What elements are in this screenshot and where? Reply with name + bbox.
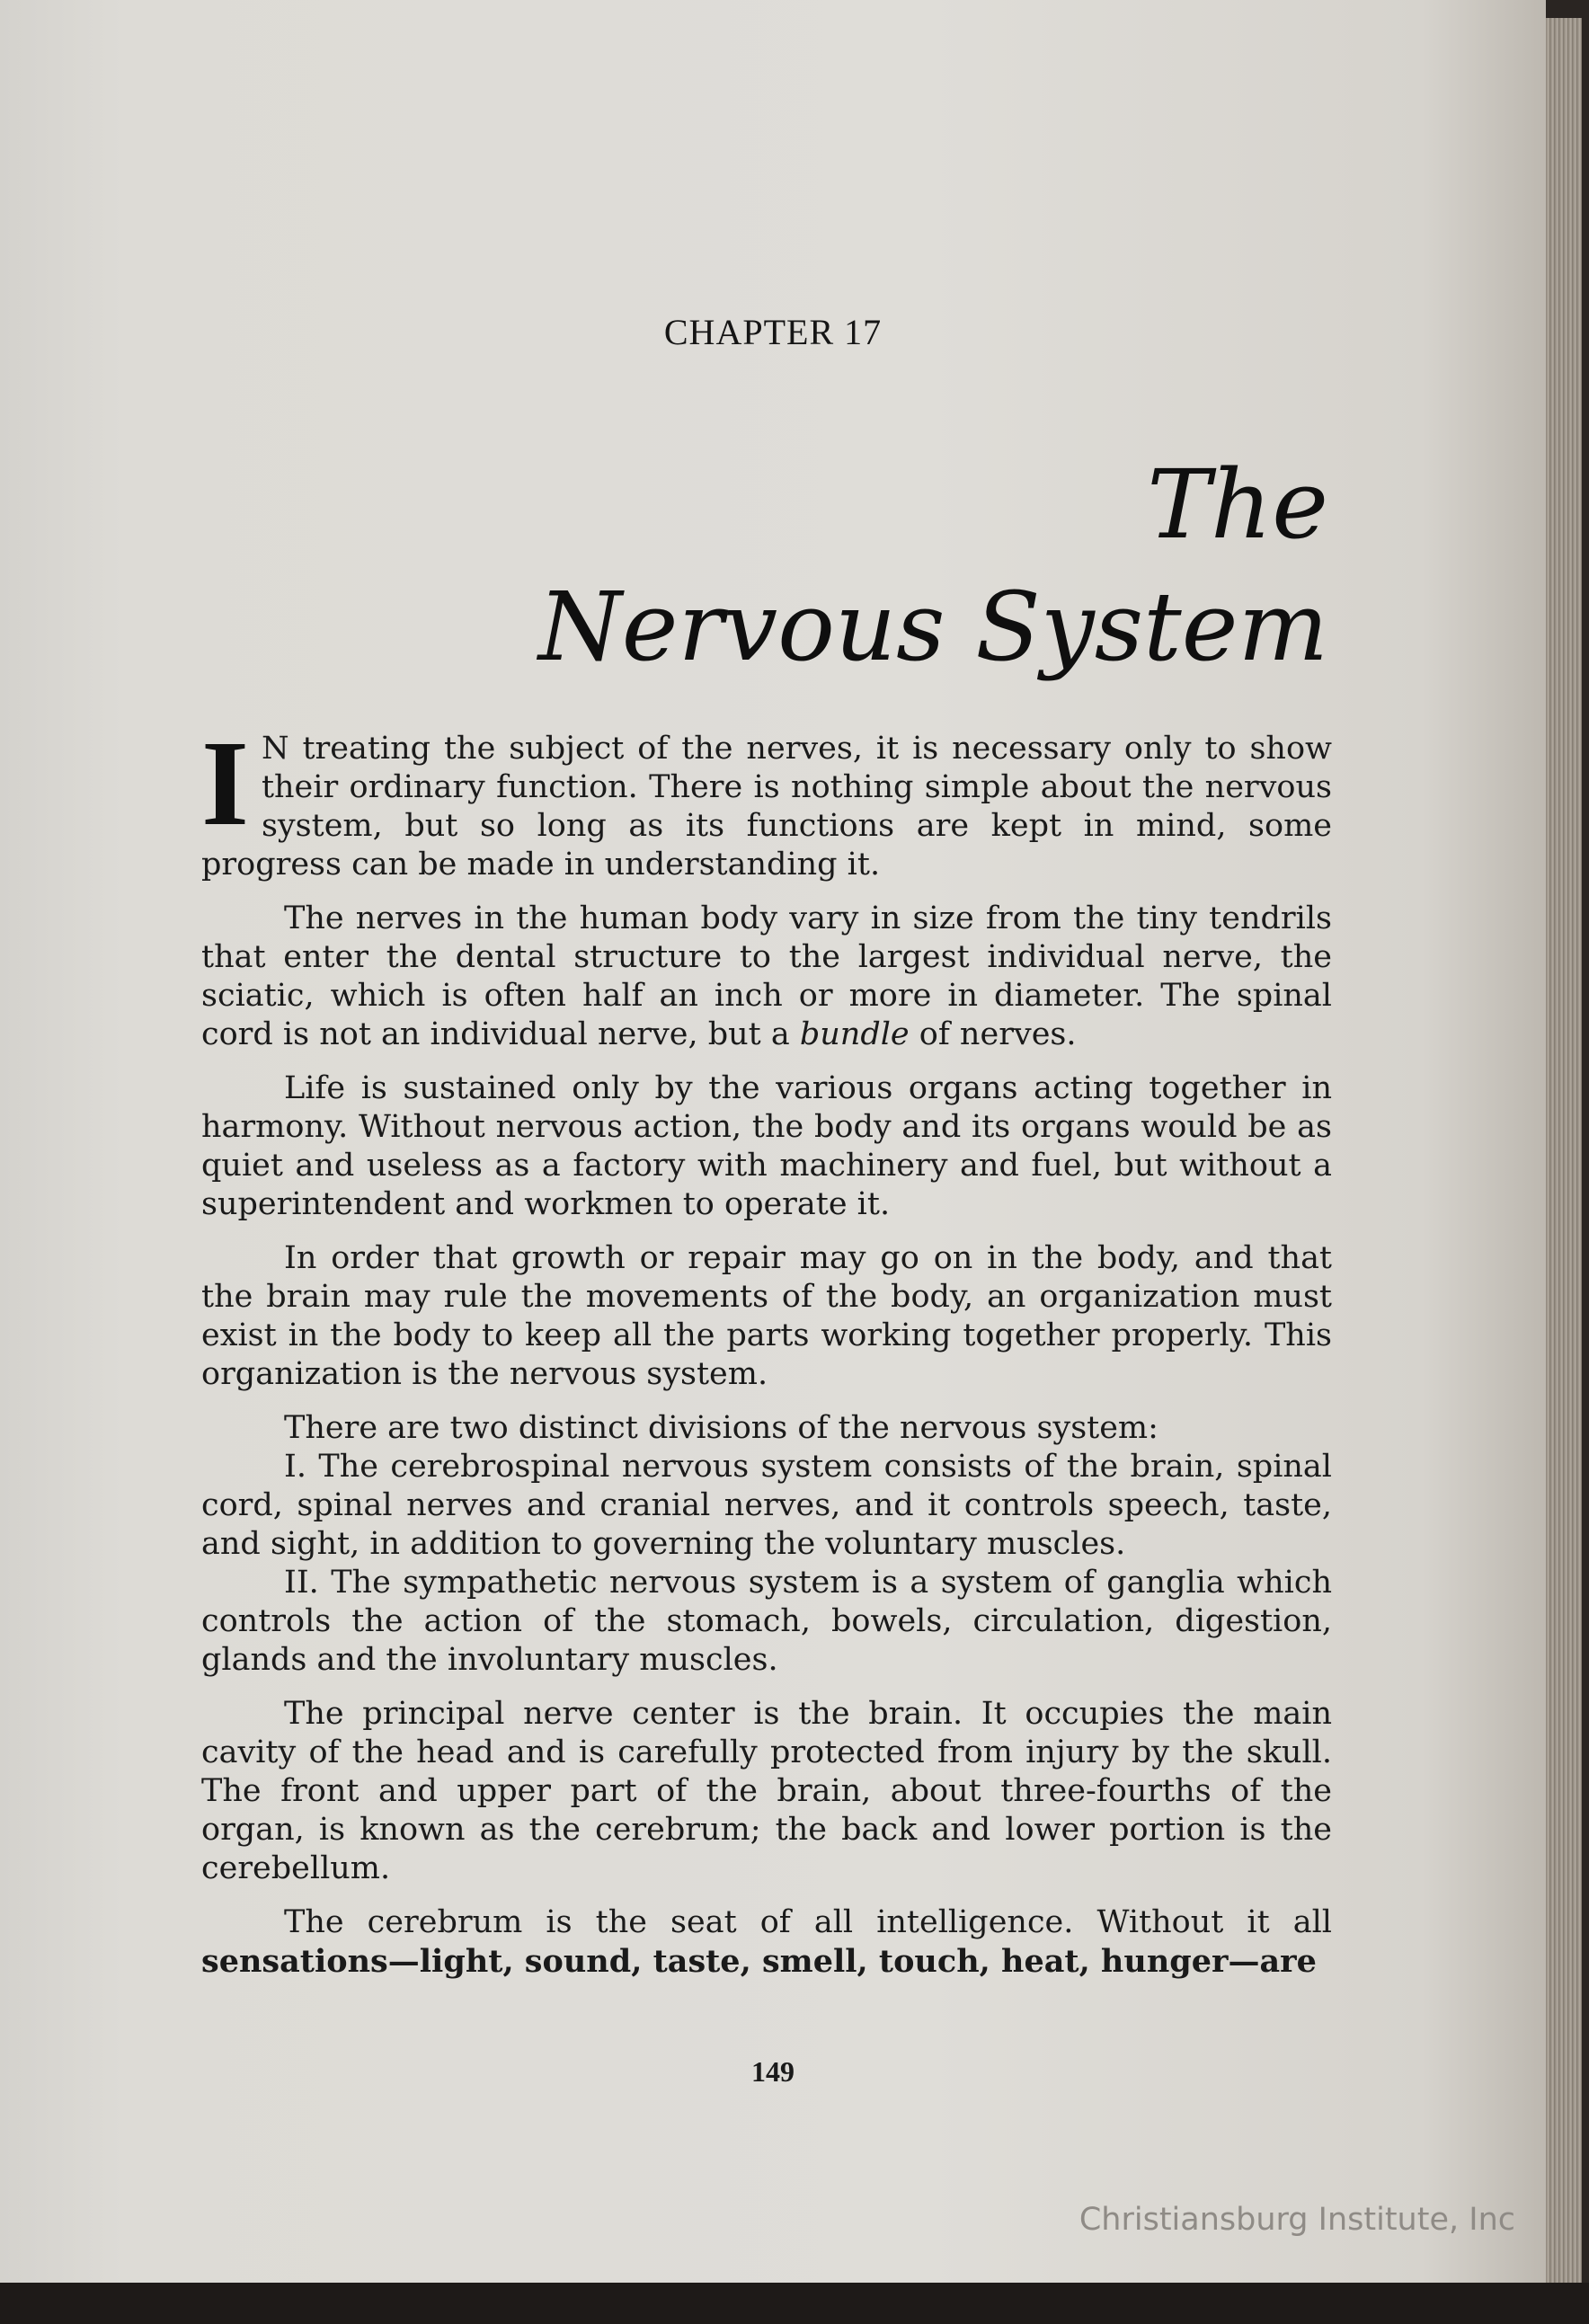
paragraph-9-last-line: sensations—light, sound, taste, smell, touch, heat, hunger—are bbox=[201, 1943, 1317, 1980]
bottom-shadow bbox=[0, 2283, 1589, 2324]
chapter-heading: CHAPTER 17 bbox=[663, 312, 883, 352]
paragraph-2 bbox=[201, 900, 1332, 1054]
paragraph-division-1: I. The cerebrospinal nervous system consists of the brain, spinal cord, spinal nerves and cranial nerves, and it controls speech, taste, and sight, in addition to governing the voluntary muscles. bbox=[201, 1449, 1332, 1562]
watermark: Christiansburg Institute, Inc bbox=[1079, 2202, 1515, 2238]
paragraph-4: In order that growth or repair may go on in the body, and that the brain may rule the movements of the body, an organization must exist in the body to keep all the parts working together properly. This organization is the nervous system. bbox=[201, 1240, 1332, 1392]
paragraph-1 bbox=[201, 716, 1332, 884]
paragraph-1-text: N treating the subject of the nerves, it is necessary only to show their ordinary function. There is nothing simple about the nervous system, but so long as its functions are kept in mind, some progress can be made in understanding it. bbox=[201, 731, 1332, 883]
page-number: 149 bbox=[751, 2055, 794, 2088]
spinal-after: of nerves. bbox=[909, 1016, 1077, 1052]
emphasis-bundle: bundle bbox=[799, 1016, 910, 1052]
spinal-before: The spinal cord is not an individual nerve, but a bbox=[201, 978, 1332, 1052]
title-line-2: Nervous System bbox=[538, 572, 1328, 682]
paragraph-division-2: II. The sympathetic nervous system is a system of ganglia which controls the action of the stomach, bowels, circulation, digestion, glands and the involuntary muscles. bbox=[201, 1565, 1332, 1678]
body-text bbox=[201, 716, 1332, 1997]
paragraph-8: The principal nerve center is the brain. It occupies the main cavity of the head and is carefully protected from injury by the skull. The front and upper part of the brain, about three-fourths of the organ, is known as the cerebrum; the back and lower portion is the cerebellum. bbox=[201, 1696, 1332, 1886]
paragraph-9 bbox=[201, 1903, 1332, 1982]
page-edges bbox=[1546, 18, 1582, 2306]
paragraph-3: Life is sustained only by the various organs acting together in harmony. Without nervous action, the body and its organs would be as quiet and useless as a factory with machinery and fuel, but without a superintendent and workmen to operate it. bbox=[201, 1070, 1332, 1222]
paragraph-2-text: The nerves in the human body vary in size from the tiny tendrils that enter the dental structure to the largest individual nerve, the sciatic, which is often half an inch or more in diameter. bbox=[201, 900, 1332, 1014]
drop-cap: I bbox=[201, 716, 249, 851]
paragraph-9-text: The cerebrum is the seat of all intelligence. Without it all bbox=[284, 1904, 1332, 1940]
title-line-1: The bbox=[1147, 449, 1328, 560]
paragraph-5: There are two distinct divisions of the nervous system: bbox=[284, 1410, 1158, 1446]
